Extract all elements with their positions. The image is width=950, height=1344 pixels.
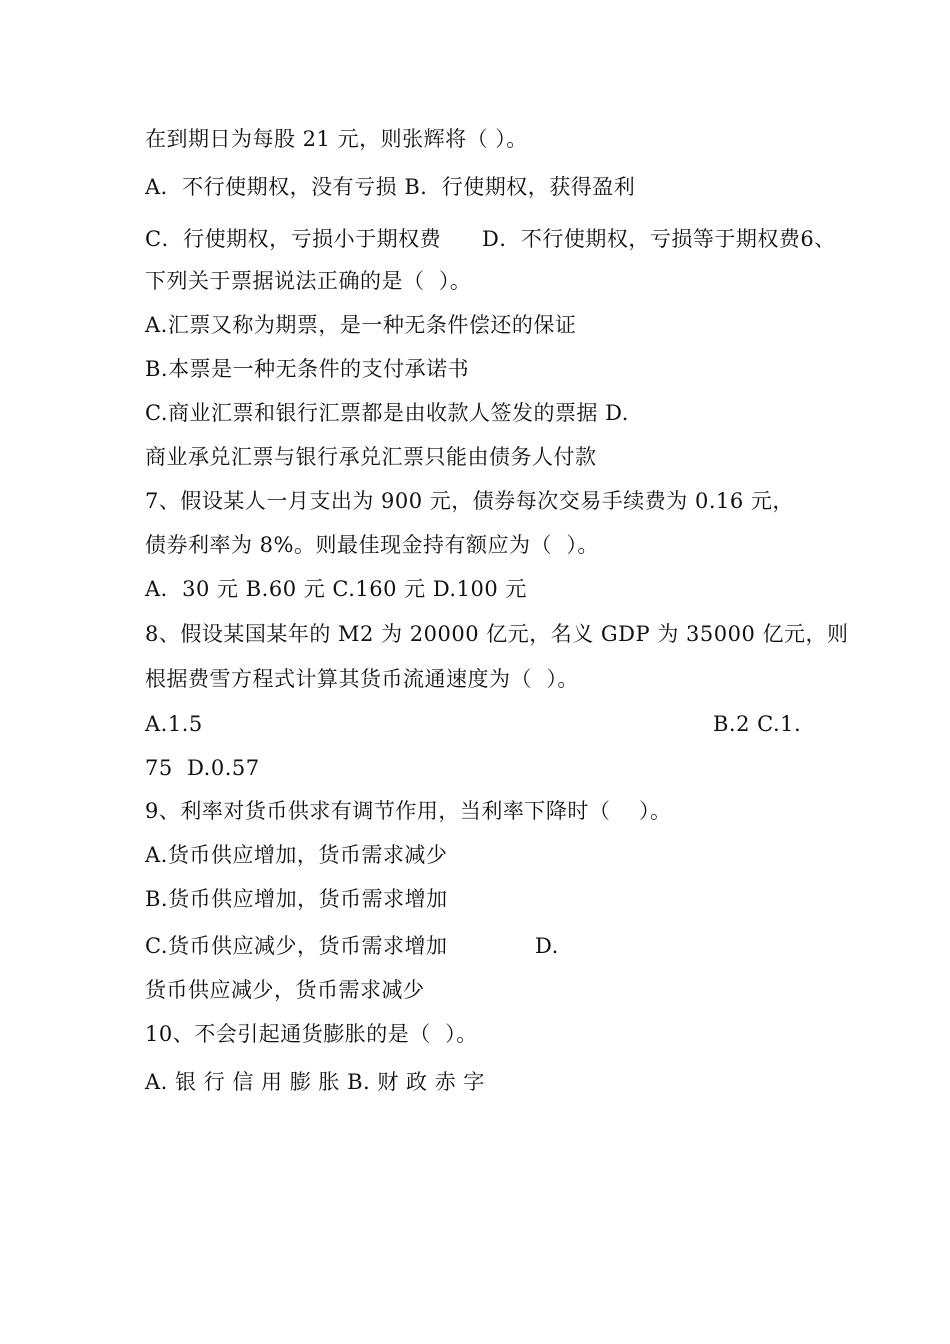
question-7-stem-cont: 债券利率为 8%。则最佳现金持有额应为（ ）。 [145, 533, 599, 557]
question-8-option-bc: B.2 C.1. [713, 712, 802, 736]
question-8-option-cd: 75 D.0.57 [145, 756, 260, 780]
question-10-stem: 10、不会引起通货膨胀的是（ ）。 [145, 1022, 478, 1046]
question-9-option-a: A.货币供应增加，货币需求减少 [145, 843, 448, 867]
question-7-stem: 7、假设某人一月支出为 900 元，债券每次交易手续费为 0.16 元， [145, 489, 794, 513]
question-8-stem: 8、假设某国某年的 M2 为 20000 亿元，名义 GDP 为 35000 亿元，则 [145, 622, 849, 646]
question-6-option-c: C.商业汇票和银行汇票都是由收款人签发的票据 D. [145, 401, 629, 425]
question-6-stem: 下列关于票据说法正确的是（ ）。 [145, 269, 472, 293]
question-9-option-d-label: D. [535, 934, 559, 958]
question-5-option-d: D．不行使期权，亏损等于期权费6、 [482, 227, 836, 251]
question-8-option-a: A.1.5 [145, 712, 203, 736]
question-10-options-ab: A. 银 行 信 用 膨 胀 B. 财 政 赤 字 [145, 1070, 485, 1094]
question-9-option-d: 货币供应减少，货币需求减少 [145, 978, 425, 1002]
question-9-option-c: C.货币供应减少，货币需求增加 [145, 934, 448, 958]
question-7-options: A．30 元 B.60 元 C.160 元 D.100 元 [145, 577, 527, 601]
question-8-stem-cont: 根据费雪方程式计算其货币流通速度为（ ）。 [145, 667, 579, 691]
question-5-stem-end: 在到期日为每股 21 元，则张辉将（ ）。 [145, 127, 528, 151]
question-5-options-ab: A．不行使期权，没有亏损 B．行使期权，获得盈利 [145, 175, 636, 199]
question-5-option-c: C．行使期权，亏损小于期权费 [145, 227, 442, 251]
question-6-option-d: 商业承兑汇票与银行承兑汇票只能由债务人付款 [145, 445, 597, 469]
question-6-option-a: A.汇票又称为期票，是一种无条件偿还的保证 [145, 313, 577, 337]
question-9-option-b: B.货币供应增加，货币需求增加 [145, 887, 448, 911]
question-6-option-b: B.本票是一种无条件的支付承诺书 [145, 357, 470, 381]
question-9-stem: 9、利率对货币供求有调节作用，当利率下降时（ ）。 [145, 799, 672, 823]
